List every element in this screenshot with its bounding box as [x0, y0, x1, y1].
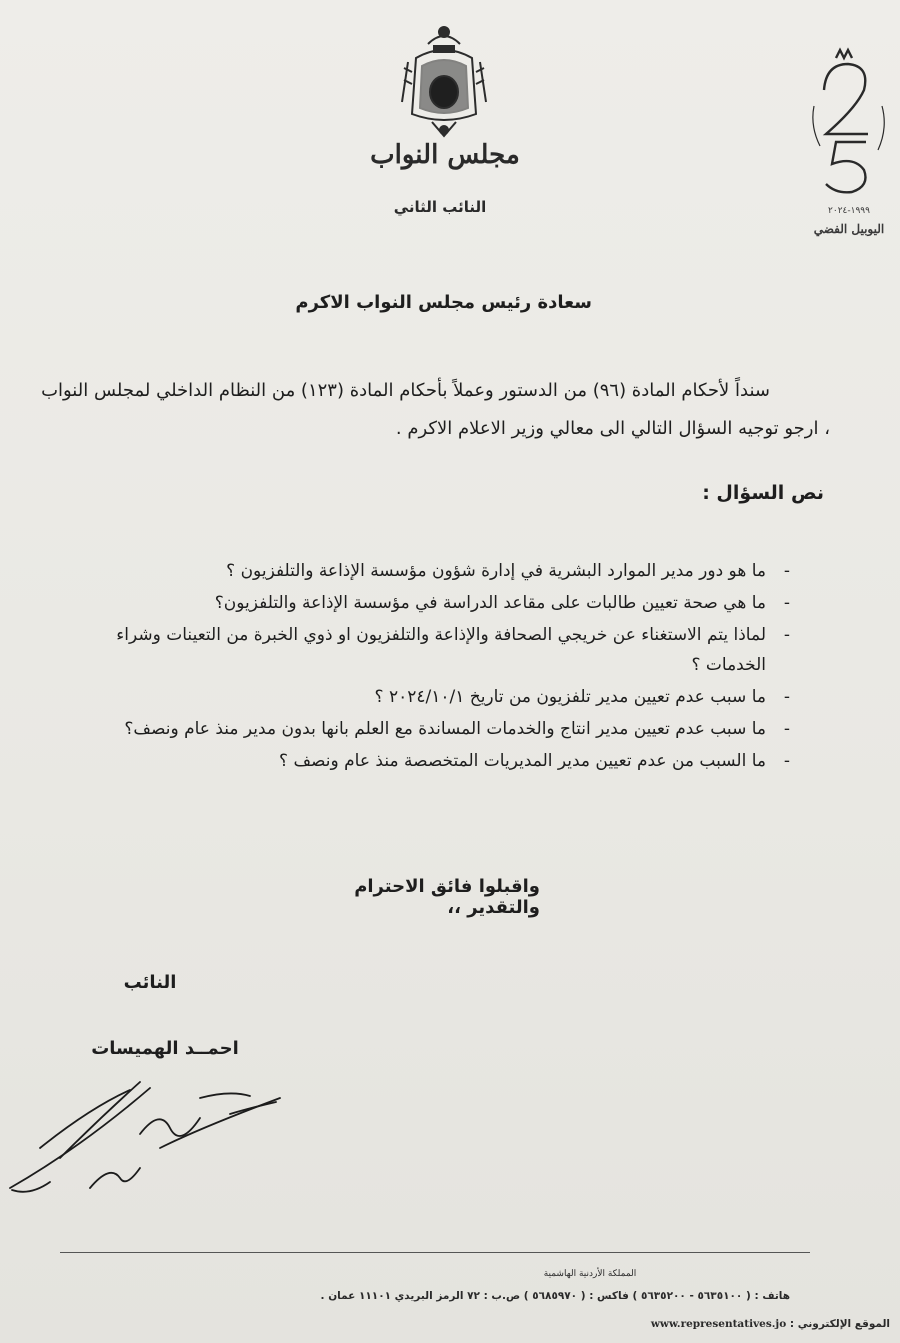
question-item: - ما هي صحة تعيين طالبات على مقاعد الدراسة في مؤسسة الإذاعة والتلفزيون؟	[60, 588, 790, 618]
signature-title: النائب	[123, 972, 177, 993]
question-item: - ما هو دور مدير الموارد البشرية في إدارة شؤون مؤسسة الإذاعة والتلفزيون ؟	[60, 556, 790, 586]
silver-jubilee-25-icon	[806, 46, 892, 196]
signatory-name: احمــد الهميسات	[91, 1038, 239, 1059]
jubilee-emblem	[806, 46, 892, 236]
intro-paragraph: سنداً لأحكام المادة (٩٦) من الدستور وعملاً بأحكام المادة (١٢٣) من النظام الداخلي لمجلس النواب ، ارجو توجيه السؤال التالي الى معالي وزير الاعلام الاكرم .	[41, 380, 830, 439]
jubilee-title: اليوبيل الفضي	[813, 222, 885, 236]
addressee: سعادة رئيس مجلس النواب الاكرم	[295, 292, 592, 313]
question-item: - ما سبب عدم تعيين مدير انتاج والخدمات المساندة مع العلم بانها بدون مدير منذ عام ونصف؟	[60, 714, 790, 744]
parliament-name: مجلس النواب	[370, 140, 520, 170]
website-link[interactable]: www.representatives.jo	[650, 1318, 787, 1330]
question-item: - ما السبب من عدم تعيين مدير المديريات المتخصصة منذ عام ونصف ؟	[60, 746, 790, 776]
footer-contact-line: هاتف : ( ٥٦٣٥١٠٠ - ٥٦٣٥٢٠٠ ) فاكس : ( ٥٦٨٥٩٧٠ ) ص.ب : ٧٢ الرمز البريدي ١١١٠١ عمان .	[320, 1290, 790, 1302]
svg-text:المملكة الأردنية الهاشمية: المملكة الأردنية الهاشمية	[543, 1269, 637, 1279]
questions-heading: نص السؤال :	[702, 482, 824, 504]
question-item: - ما سبب عدم تعيين مدير تلفزيون من تاريخ ٢٠٢٤/١٠/١ ؟	[60, 682, 790, 712]
footer-website	[90, 1318, 890, 1330]
questions-list	[60, 556, 790, 778]
footer-stamp-text	[530, 1262, 650, 1282]
deputy-role: النائب الثاني	[393, 198, 487, 216]
footer-divider	[60, 1252, 810, 1253]
coat-of-arms-icon	[398, 22, 490, 140]
handwritten-signature	[0, 1068, 300, 1208]
closing-salutation: واقبلوا فائق الاحترام والتقدير ،،	[354, 876, 540, 918]
jubilee-years: ١٩٩٩-٢٠٢٤	[828, 206, 870, 216]
website-label: الموقع الإلكتروني :	[789, 1318, 890, 1330]
question-item: - لماذا يتم الاستغناء عن خريجي الصحافة والإذاعة والتلفزيون او ذوي الخبرة من التعينات وشراء الخدمات ؟	[60, 620, 790, 680]
